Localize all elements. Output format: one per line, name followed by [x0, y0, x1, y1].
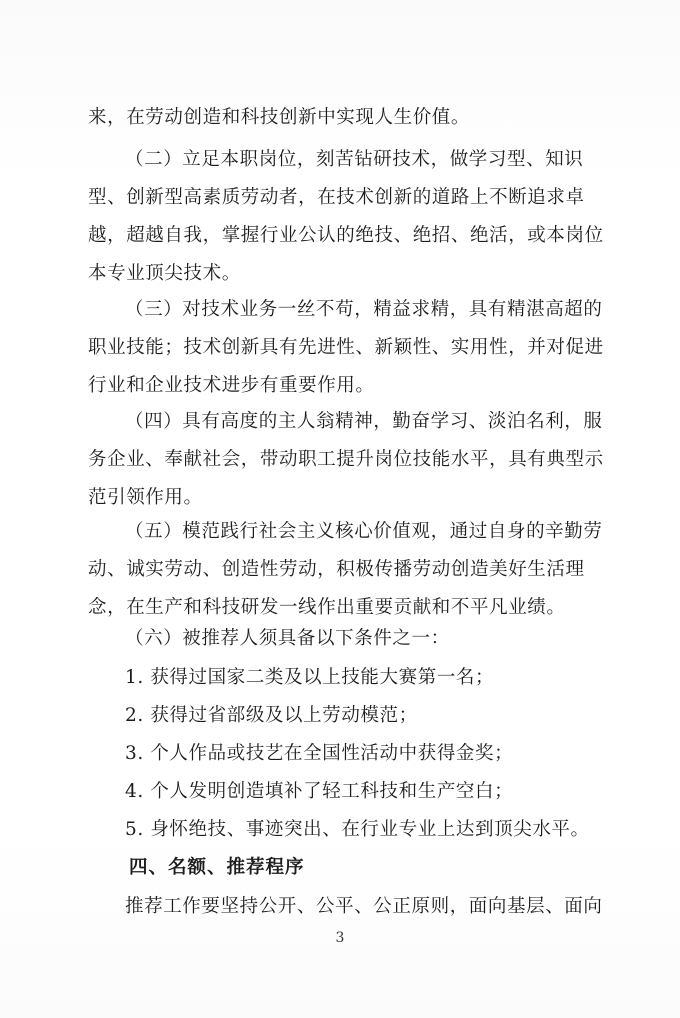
condition-item: 5. 身怀绝技、事迹突出、在行业专业上达到顶尖水平。	[125, 819, 590, 840]
paragraph-item-3: （三）对技术业务一丝不苟，精益求精，具有精湛高超的职业技能；技术创新具有先进性、新颖性、实用性，并对促进行业和企业技术进步有重要作用。	[88, 299, 604, 396]
page-number: 3	[335, 930, 345, 946]
condition-item: 2. 获得过省部级及以上劳动模范；	[125, 705, 418, 726]
paragraph-item-2: （二）立足本职岗位，刻苦钻研技术，做学习型、知识型、创新型高素质劳动者，在技术创新的道路上不断追求卓越，超越自我，掌握行业公认的绝技、绝招、绝活，或本岗位本专业顶尖技术。	[88, 149, 604, 284]
continued-paragraph: 来，在劳动创造和科技创新中实现人生价值。	[88, 107, 471, 128]
paragraph-item-6: （六）被推荐人须具备以下条件之一：	[125, 628, 450, 649]
paragraph-item-5: （五）模范践行社会主义核心价值观，通过自身的辛勤劳动、诚实劳动、创造性劳动，积极传播劳动创造美好生活理念，在生产和科技研发一线作出重要贡献和不平凡业绩。	[88, 521, 603, 618]
condition-item: 1. 获得过国家二类及以上技能大赛第一名；	[125, 667, 495, 688]
paragraph-last: 推荐工作要坚持公开、公平、公正原则，面向基层、面向	[125, 896, 603, 917]
condition-item: 3. 个人作品或技艺在全国性活动中获得金奖；	[125, 743, 514, 764]
paragraph-item-4: （四）具有高度的主人翁精神，勤奋学习、淡泊名利，服务企业、奉献社会，带动职工提升岗位技能水平，具有典型示范引领作用。	[88, 411, 604, 508]
condition-item: 4. 个人发明创造填补了轻工科技和生产空白；	[125, 781, 514, 802]
section-heading: 四、名额、推荐程序	[129, 857, 305, 878]
